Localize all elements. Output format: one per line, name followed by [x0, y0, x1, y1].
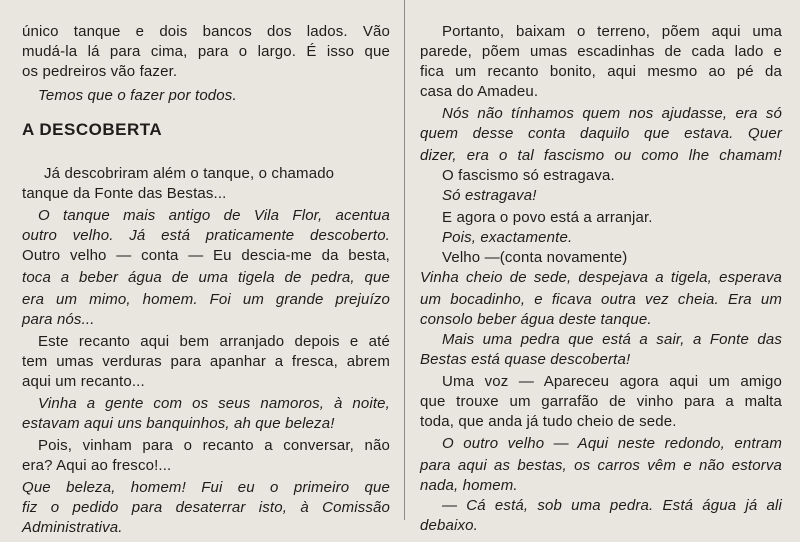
text-line: debaixo.: [420, 517, 478, 534]
text-line: consolo beber água deste tanque.: [420, 311, 652, 328]
text-line: um bocadinho, e ficava outra vez cheia. Era um: [420, 291, 782, 308]
text-line: mudá-la lá para cima, para o largo. É isso que: [22, 43, 390, 60]
section-heading: A DESCOBERTA: [22, 120, 163, 139]
text-line: nada, homem.: [420, 477, 518, 494]
text-line: toda, que anda já tudo cheio de sede.: [420, 413, 677, 430]
text-line: aqui um recanto...: [22, 373, 145, 390]
text-line: para nós...: [22, 311, 95, 328]
text-line: Já descobriram além o tanque, o chamado: [44, 165, 335, 182]
text-line: estavam aqui uns banquinhos, ah que beleza!: [22, 415, 335, 432]
text-line: os pedreiros vão fazer.: [22, 63, 178, 80]
text-line: outro velho. Já está praticamente descoberto.: [22, 227, 390, 244]
text-line: Mais uma pedra que está a sair, a Fonte das: [442, 331, 782, 348]
text-line: era? Aqui ao fresco!...: [22, 457, 172, 474]
text-line: quem desse conta daquilo que estava. Quer: [420, 125, 782, 142]
text-line: E agora o povo está a arranjar.: [442, 209, 653, 226]
text-line: Administrativa.: [22, 519, 123, 536]
text-line: para aqui as bestas, os carros vêm e não estorva: [420, 457, 782, 474]
text-line: que trouxe um garrafão de vinho para a malta: [420, 393, 782, 410]
text-line: O outro velho — Aqui neste redondo, entram: [442, 435, 782, 452]
text-line: Velho —(conta novamente): [442, 249, 628, 266]
text-line: único tanque e dois bancos dos lados. Vão: [22, 23, 390, 40]
text-line: O tanque mais antigo de Vila Flor, acentua: [38, 207, 390, 224]
text-line: tanque da Fonte das Bestas...: [22, 185, 227, 202]
text-line: casa do Amadeu.: [420, 83, 539, 100]
text-line: tem umas verduras para apanhar a fresca, abrem: [22, 353, 390, 370]
text-line: fica um recanto bonito, aqui mesmo ao pé da: [420, 63, 782, 80]
text-line: Pois, vinham para o recanto a conversar, não: [38, 437, 390, 454]
text-line: Só estragava!: [442, 187, 537, 204]
text-line: era um mimo, homem. Foi um grande prejuízo: [22, 291, 390, 308]
text-line: fiz o pedido para desaterrar isto, à Comissão: [22, 499, 390, 516]
text-line: Este recanto aqui bem arranjado depois e até: [38, 333, 390, 350]
text-line: toca a beber água de uma tigela de pedra, que: [22, 269, 390, 286]
text-line: Pois, exactamente.: [442, 229, 573, 246]
text-line: Temos que o fazer por todos.: [38, 87, 237, 104]
text-line: O fascismo só estragava.: [442, 167, 615, 184]
text-line: Outro velho — conta — Eu descia-me da besta,: [22, 247, 390, 264]
text-line: — Cá está, sob uma pedra. Está água já ali: [442, 497, 782, 514]
text-line: Portanto, baixam o terreno, põem aqui uma: [442, 23, 782, 40]
text-line: Bestas está quase descoberta!: [420, 351, 631, 368]
text-line: Nós não tínhamos quem nos ajudasse, era só: [442, 105, 782, 122]
text-line: parede, põem umas escadinhas de cada lado e: [420, 43, 782, 60]
text-line: Vinha a gente com os seus namoros, à noite,: [38, 395, 390, 412]
text-line: Que beleza, homem! Fui eu o primeiro que: [22, 479, 390, 496]
text-line: dizer, era o tal fascismo ou como lhe chamam!: [420, 147, 782, 164]
text-line: Uma voz — Apareceu agora aqui um amigo: [442, 373, 782, 390]
text-line: Vinha cheio de sede, despejava a tigela, esperava: [420, 269, 782, 286]
column-divider: [404, 0, 405, 520]
